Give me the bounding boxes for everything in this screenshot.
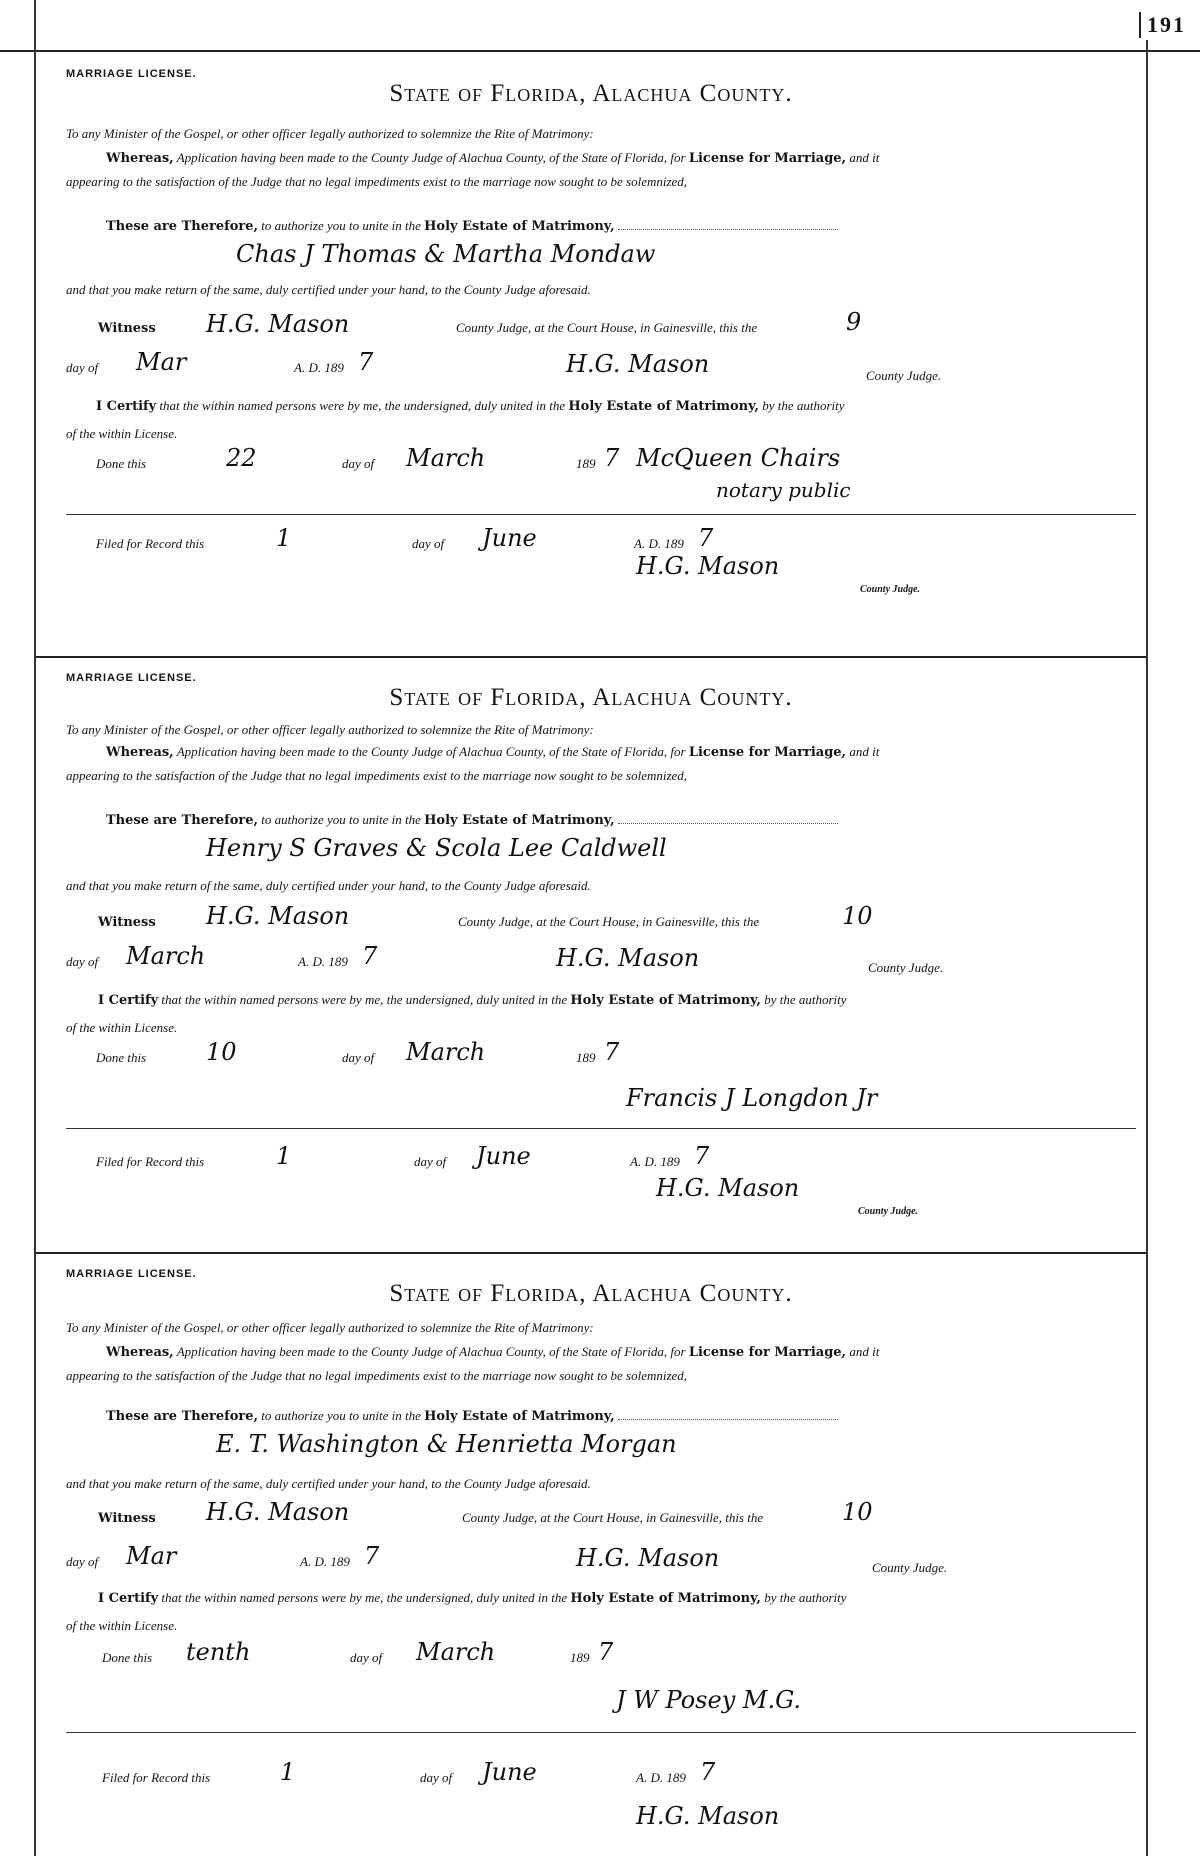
issue-day: 10 xyxy=(842,902,873,930)
filed-year: 7 xyxy=(694,1142,710,1170)
appearing-line: appearing to the satisfaction of the Judge that no legal impediments exist to the marriage now sought to be solemnized, xyxy=(66,174,688,189)
done-day: 10 xyxy=(206,1038,237,1066)
county-judge-label: County Judge. xyxy=(872,1560,948,1575)
officiant-title: notary public xyxy=(716,478,851,502)
officiant-signature: McQueen Chairs xyxy=(636,444,841,472)
form-label: MARRIAGE LICENSE. xyxy=(66,68,197,80)
issue-month: Mar xyxy=(126,1542,177,1570)
witness-signature: H.G. Mason xyxy=(206,902,350,930)
witness-label: Witness xyxy=(98,1511,156,1526)
judge-signature: H.G. Mason xyxy=(566,350,710,378)
filed-day: 1 xyxy=(276,524,292,552)
page-number: 191 xyxy=(1139,12,1186,38)
done-year: 7 xyxy=(598,1638,614,1666)
form-label: MARRIAGE LICENSE. xyxy=(66,672,197,684)
ad-label: A. D. 189 xyxy=(300,1554,350,1569)
county-judge-at-line: County Judge, at the Court House, in Gainesville, this the xyxy=(462,1510,764,1525)
witness-signature: H.G. Mason xyxy=(206,310,350,338)
done-month: March xyxy=(416,1638,496,1666)
done-year: 7 xyxy=(604,1038,620,1066)
certify-line: I Certify that the within named persons were by me, the undersigned, duly united in the Holy Estate of Matrimony, by the authority xyxy=(98,1590,847,1606)
filed-signature: H.G. Mason xyxy=(656,1174,800,1202)
whereas-line: Whereas, Application having been made to the County Judge of Alachua County, of the State of Florida, for License for Marriage, and it xyxy=(106,744,880,760)
county-judge-at-line: County Judge, at the Court House, in Gainesville, this the xyxy=(456,320,758,335)
judge-signature: H.G. Mason xyxy=(576,1544,720,1572)
certify-line: I Certify that the within named persons were by me, the undersigned, duly united in the Holy Estate of Matrimony, by the authority xyxy=(98,992,847,1008)
license-heading: State of Florida, Alachua County. xyxy=(389,684,793,711)
appearing-line: appearing to the satisfaction of the Judge that no legal impediments exist to the marriage now sought to be solemnized, xyxy=(66,1368,688,1383)
issue-day: 10 xyxy=(842,1498,873,1526)
done-this-label: Done this xyxy=(96,456,147,471)
filed-ad-label: A. D. 189 xyxy=(630,1154,680,1169)
within-license-line: of the within License. xyxy=(66,1020,178,1035)
to-minister-line: To any Minister of the Gospel, or other officer legally authorized to solemnize the Rite of Matrimony: xyxy=(66,1320,594,1335)
filed-day-of-label: day of xyxy=(420,1770,453,1785)
filed-day: 1 xyxy=(280,1758,296,1786)
filed-for-record-label: Filed for Record this xyxy=(96,1154,205,1169)
whereas-line: Whereas, Application having been made to the County Judge of Alachua County, of the State of Florida, for License for Marriage, and it xyxy=(106,150,880,166)
issue-month: Mar xyxy=(136,348,187,376)
ad-label: A. D. 189 xyxy=(298,954,348,969)
filed-day: 1 xyxy=(276,1142,292,1170)
filed-month: June xyxy=(482,1758,537,1786)
done-day-of-label: day of xyxy=(342,456,375,471)
filed-ad-label: A. D. 189 xyxy=(634,536,684,551)
county-judge-small-label: County Judge. xyxy=(858,1206,919,1217)
filed-signature: H.G. Mason xyxy=(636,552,780,580)
issue-month: March xyxy=(126,942,206,970)
marriage-license-1 xyxy=(36,52,1146,652)
done-year: 7 xyxy=(604,444,620,472)
license-heading: State of Florida, Alachua County. xyxy=(389,80,793,107)
done-day-of-label: day of xyxy=(350,1650,383,1665)
to-minister-line: To any Minister of the Gospel, or other officer legally authorized to solemnize the Rite of Matrimony: xyxy=(66,126,594,141)
section-divider xyxy=(66,1128,1136,1129)
filed-for-record-label: Filed for Record this xyxy=(96,536,205,551)
section-divider xyxy=(66,514,1136,515)
whereas-line: Whereas, Application having been made to the County Judge of Alachua County, of the State of Florida, for License for Marriage, and it xyxy=(106,1344,880,1360)
issue-year: 7 xyxy=(358,348,374,376)
within-license-line: of the within License. xyxy=(66,426,178,441)
day-of-label: day of xyxy=(66,954,99,969)
filed-day-of-label: day of xyxy=(412,536,445,551)
filed-ad-label: A. D. 189 xyxy=(636,1770,686,1785)
witness-signature: H.G. Mason xyxy=(206,1498,350,1526)
ad-label: A. D. 189 xyxy=(294,360,344,375)
return-line: and that you make return of the same, duly certified under your hand, to the County Judge aforesaid. xyxy=(66,878,591,893)
witness-label: Witness xyxy=(98,321,156,336)
county-judge-label: County Judge. xyxy=(866,368,942,383)
return-line: and that you make return of the same, duly certified under your hand, to the County Judge aforesaid. xyxy=(66,282,591,297)
form-label: MARRIAGE LICENSE. xyxy=(66,1268,197,1280)
filed-month: June xyxy=(482,524,537,552)
issue-day: 9 xyxy=(846,308,862,336)
right-margin-rule xyxy=(1146,40,1148,1856)
county-judge-at-line: County Judge, at the Court House, in Gainesville, this the xyxy=(458,914,760,929)
certify-line: I Certify that the within named persons were by me, the undersigned, duly united in the Holy Estate of Matrimony, by the authority xyxy=(96,398,845,414)
filed-for-record-label: Filed for Record this xyxy=(102,1770,211,1785)
day-of-label: day of xyxy=(66,1554,99,1569)
filed-signature: H.G. Mason xyxy=(636,1802,780,1830)
done-year-prefix: 189 xyxy=(576,1050,596,1065)
day-of-label: day of xyxy=(66,360,99,375)
judge-signature: H.G. Mason xyxy=(556,944,700,972)
these-are-therefore-line: These are Therefore, to authorize you to unite in the Holy Estate of Matrimony, xyxy=(106,218,838,234)
done-this-label: Done this xyxy=(96,1050,147,1065)
within-license-line: of the within License. xyxy=(66,1618,178,1633)
officiant-signature: Francis J Longdon Jr xyxy=(626,1084,878,1112)
return-line: and that you make return of the same, duly certified under your hand, to the County Judge aforesaid. xyxy=(66,1476,591,1491)
done-day-of-label: day of xyxy=(342,1050,375,1065)
couple-names: Chas J Thomas & Martha Mondaw xyxy=(236,240,656,268)
done-year-prefix: 189 xyxy=(570,1650,590,1665)
done-day: 22 xyxy=(226,444,257,472)
officiant-signature: J W Posey M.G. xyxy=(616,1686,802,1714)
issue-year: 7 xyxy=(362,942,378,970)
these-are-therefore-line: These are Therefore, to authorize you to unite in the Holy Estate of Matrimony, xyxy=(106,812,838,828)
section-divider xyxy=(66,1732,1136,1733)
done-this-label: Done this xyxy=(102,1650,153,1665)
issue-year: 7 xyxy=(364,1542,380,1570)
done-month: March xyxy=(406,1038,486,1066)
filed-year: 7 xyxy=(698,524,714,552)
filed-day-of-label: day of xyxy=(414,1154,447,1169)
witness-label: Witness xyxy=(98,915,156,930)
filed-year: 7 xyxy=(700,1758,716,1786)
marriage-license-3 xyxy=(36,1252,1146,1854)
county-judge-small-label: County Judge. xyxy=(860,584,921,595)
marriage-license-2 xyxy=(36,656,1146,1248)
filed-month: June xyxy=(476,1142,531,1170)
these-are-therefore-line: These are Therefore, to authorize you to unite in the Holy Estate of Matrimony, xyxy=(106,1408,838,1424)
couple-names: E. T. Washington & Henrietta Morgan xyxy=(216,1430,677,1458)
done-year-prefix: 189 xyxy=(576,456,596,471)
couple-names: Henry S Graves & Scola Lee Caldwell xyxy=(206,834,667,862)
to-minister-line: To any Minister of the Gospel, or other officer legally authorized to solemnize the Rite of Matrimony: xyxy=(66,722,594,737)
county-judge-label: County Judge. xyxy=(868,960,944,975)
license-heading: State of Florida, Alachua County. xyxy=(389,1280,793,1307)
done-month: March xyxy=(406,444,486,472)
appearing-line: appearing to the satisfaction of the Judge that no legal impediments exist to the marriage now sought to be solemnized, xyxy=(66,768,688,783)
done-day: tenth xyxy=(186,1638,251,1666)
